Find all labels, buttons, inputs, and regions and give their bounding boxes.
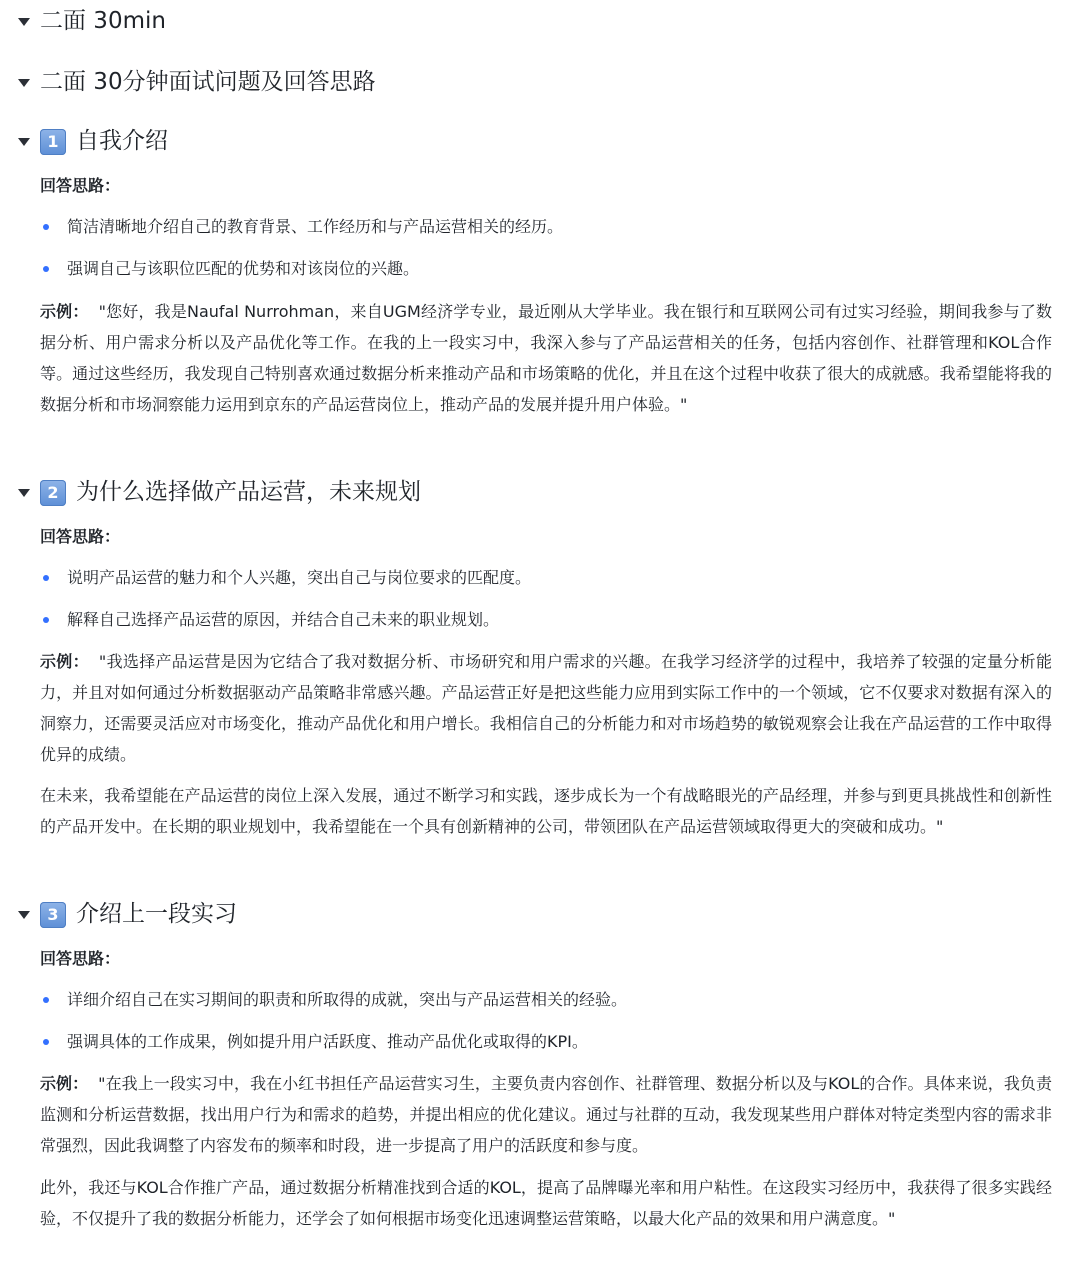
heading-questions-and-answers[interactable]	[18, 69, 1052, 97]
keycap-number-icon: 3	[40, 902, 66, 928]
section-heading-why-product-ops[interactable]	[18, 479, 1052, 507]
example-paragraph-continued: 此外，我还与KOL合作推广产品，通过数据分析精准找到合适的KOL，提高了品牌曝光率和用户粘性。在这段实习经历中，我获得了很多实践经验，不仅提升了我的数据分析能力，还学会了如何根据市场变化迅速调整运营策略，以最大化产品的效果和用户满意度。"	[40, 1178, 1052, 1228]
list-item	[40, 259, 1052, 280]
collapse-caret-icon[interactable]	[18, 138, 30, 146]
example-text: "您好，我是Naufal Nurrohman，来自UGM经济学专业，最近刚从大学毕业。我在银行和互联网公司有过实习经验，期间我参与了数据分析、用户需求分析以及产品优化等工作。在我的上一段实习中，我深入参与了产品运营相关的任务，包括内容创作、社群管理和KOL合作等。通过这些经历，我发现自己特别喜欢通过数据分析来推动产品和市场策略的优化，并且在这个过程中收获了很大的成就感。我希望能将我的数据分析和市场洞察能力运用到京东的产品运营岗位上，推动产品的发展并提升用户体验。"	[40, 302, 1052, 414]
collapse-caret-icon[interactable]	[18, 911, 30, 919]
example-paragraph	[40, 1068, 1052, 1161]
collapse-caret-icon[interactable]	[18, 489, 30, 497]
list-item-text: 说明产品运营的魅力和个人兴趣，突出自己与岗位要求的匹配度。	[67, 568, 532, 587]
heading-text: 二面 30分钟面试问题及回答思路	[40, 69, 376, 95]
example-text: "在我上一段实习中，我在小红书担任产品运营实习生，主要负责内容创作、社群管理、数据分析以及与KOL的合作。具体来说，我负责监测和分析运营数据，找出用户行为和需求的趋势，并提出相应的优化建议。通过与社群的互动，我发现某些用户群体对特定类型内容的需求非常强烈，因此我调整了内容发布的频率和时段，进一步提高了用户的活跃度和参与度。	[40, 1074, 1052, 1155]
bullet-dot-icon	[43, 575, 49, 581]
list-item	[40, 217, 1052, 238]
heading-text: 二面 30min	[40, 8, 166, 34]
list-item-text: 强调具体的工作成果，例如提升用户活跃度、推动产品优化或取得的KPI。	[67, 1032, 588, 1051]
bullet-dot-icon	[43, 266, 49, 272]
example-paragraph-continued: 在未来，我希望能在产品运营的岗位上深入发展，通过不断学习和实践，逐步成长为一个有战略眼光的产品经理，并参与到更具挑战性和创新性的产品开发中。在长期的职业规划中，我希望能在一个具有创新精神的公司，带领团队在产品运营领域取得更大的突破和成功。"	[40, 786, 1052, 836]
list-item-text: 详细介绍自己在实习期间的职责和所取得的成就，突出与产品运营相关的经验。	[67, 990, 628, 1009]
answer-label: 回答思路：	[40, 176, 121, 195]
list-item-text: 强调自己与该职位匹配的优势和对该岗位的兴趣。	[67, 259, 420, 278]
example-text: "我选择产品运营是因为它结合了我对数据分析、市场研究和用户需求的兴趣。在我学习经济学的过程中，我培养了较强的定量分析能力，并且对如何通过分析数据驱动产品策略非常感兴趣。产品运营正好是把这些能力应用到实际工作中的一个领域，它不仅要求对数据有深入的洞察力，还需要灵活应对市场变化，推动产品优化和用户增长。我相信自己的分析能力和对市场趋势的敏锐观察会让我在产品运营的工作中取得优异的成绩。	[40, 652, 1052, 764]
list-item-text: 解释自己选择产品运营的原因，并结合自己未来的职业规划。	[67, 610, 500, 629]
example-label: 示例：	[40, 652, 89, 671]
collapse-caret-icon[interactable]	[18, 79, 30, 87]
answer-label: 回答思路：	[40, 949, 121, 968]
section-heading-last-internship[interactable]	[18, 901, 1052, 929]
list-item	[40, 1032, 1052, 1053]
section-title: 自我介绍	[76, 128, 168, 154]
list-item	[40, 990, 1052, 1011]
heading-interview-30min[interactable]	[18, 8, 1052, 36]
section-title: 介绍上一段实习	[76, 901, 237, 927]
answer-label: 回答思路：	[40, 527, 121, 546]
list-item-text: 简洁清晰地介绍自己的教育背景、工作经历和与产品运营相关的经历。	[67, 217, 564, 236]
keycap-number-icon: 2	[40, 480, 66, 506]
section-title: 为什么选择做产品运营，未来规划	[76, 479, 421, 505]
keycap-number-icon: 1	[40, 129, 66, 155]
bullet-dot-icon	[43, 224, 49, 230]
example-label: 示例：	[40, 1074, 89, 1093]
bullet-dot-icon	[43, 1039, 49, 1045]
bullet-dot-icon	[43, 997, 49, 1003]
list-item	[40, 568, 1052, 589]
example-label: 示例：	[40, 302, 89, 321]
list-item	[40, 610, 1052, 631]
section-heading-self-intro[interactable]	[18, 128, 1052, 156]
bullet-dot-icon	[43, 617, 49, 623]
example-paragraph	[40, 296, 1052, 420]
example-paragraph	[40, 646, 1052, 770]
collapse-caret-icon[interactable]	[18, 18, 30, 26]
